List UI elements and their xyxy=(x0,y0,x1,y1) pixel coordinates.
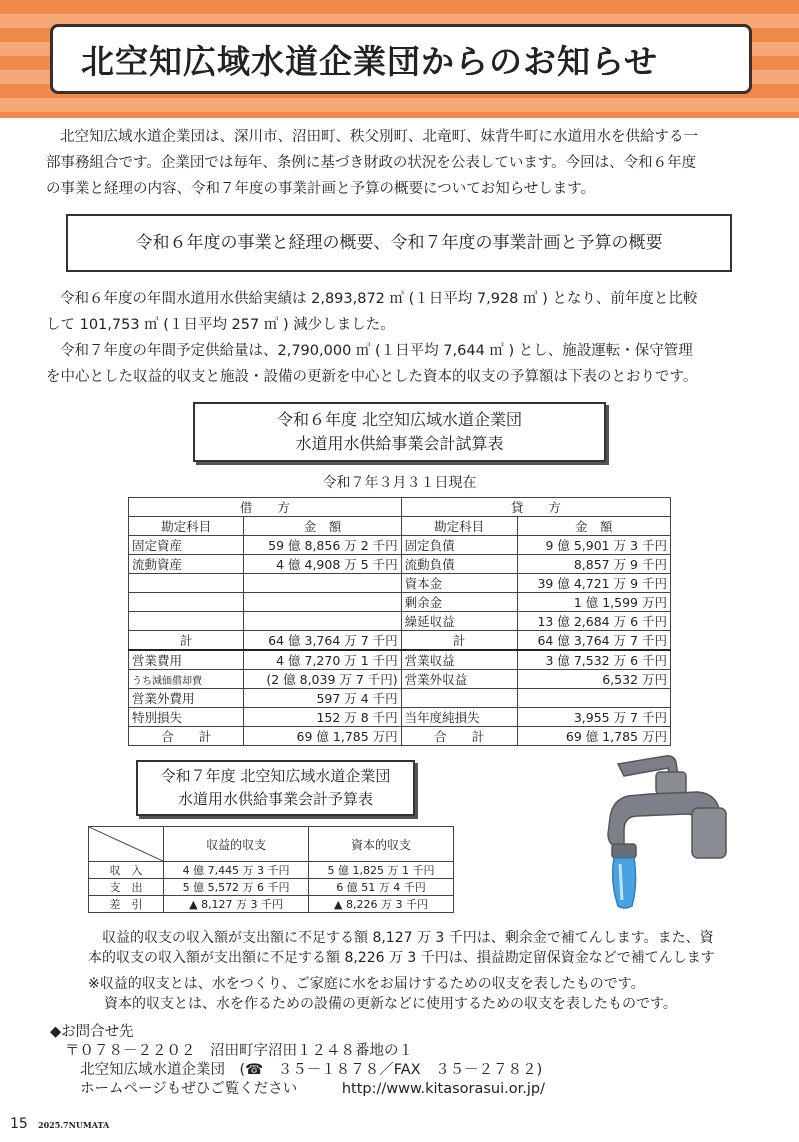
budget-value-cell: ▲ 8,127 万 3 千円 xyxy=(164,896,309,913)
intro-line: の事業と経理の内容、令和７年度の事業計画と予算の概要についてお知らせします。 xyxy=(46,181,596,197)
trial-item-cell xyxy=(129,574,244,593)
trial-amount-cell: 3,955 万 7 千円 xyxy=(517,708,670,727)
intro-line: 北空知広域水道企業団は、深川市、沼田町、秩父別町、北竜町、妹背牛町に水道用水を供給する一 xyxy=(60,129,698,145)
note-paragraph xyxy=(88,928,715,968)
trial-row xyxy=(129,536,671,555)
trial-item-cell: 流動負債 xyxy=(401,555,517,574)
trial-row xyxy=(129,574,671,593)
as-of-date: 令和７年３月３１日現在 xyxy=(322,475,477,491)
diagonal-cell xyxy=(89,827,164,862)
trial-row xyxy=(129,593,671,612)
trial-item-cell: 営業費用 xyxy=(129,650,244,670)
trial-balance-table xyxy=(128,497,671,746)
trial-item-cell: 特別損失 xyxy=(129,708,244,727)
trial-amount-cell: 8,857 万 9 千円 xyxy=(517,555,670,574)
def-line: 資本的収支とは、水を作るための設備の更新などに使用するための収支を表したものです。 xyxy=(104,996,677,1012)
trial-item-cell: 資本金 xyxy=(401,574,517,593)
trial-row xyxy=(129,727,671,746)
trial-amount-cell: 6,532 万円 xyxy=(517,670,670,689)
contact-heading: ◆お問合せ先 xyxy=(50,1024,134,1040)
section-title: 令和６年度の事業と経理の概要、令和７年度の事業計画と予算の概要 xyxy=(135,233,663,253)
col-item: 勘定科目 xyxy=(129,517,244,536)
trial-item-cell: 剰余金 xyxy=(401,593,517,612)
trial-item-cell: 固定負債 xyxy=(401,536,517,555)
budget-row-label: 収 入 xyxy=(89,862,164,879)
page-title: 北空知広域水道企業団からのお知らせ xyxy=(50,24,752,94)
trial-item-cell xyxy=(129,593,244,612)
trial-balance-title-box xyxy=(193,402,606,462)
trial-title-line1: 令和６年度 北空知広域水道企業団 xyxy=(276,410,523,429)
budget-title-line2: 水道用水供給事業会計予算表 xyxy=(177,790,373,808)
trial-amount-cell: 69 億 1,785 万円 xyxy=(244,727,401,746)
trial-amount-cell: 4 億 4,908 万 5 千円 xyxy=(244,555,401,574)
col-item: 勘定科目 xyxy=(401,517,517,536)
trial-amount-cell: 4 億 7,270 万 1 千円 xyxy=(244,650,401,670)
body-line: 令和６年度の年間水道用水供給実績は 2,893,872 ㎥ (１日平均 7,928 ㎥ ) となり、前年度と比較 xyxy=(60,291,698,307)
trial-amount-cell: 39 億 4,721 万 9 千円 xyxy=(517,574,670,593)
budget-title-box xyxy=(136,760,415,816)
budget-row xyxy=(89,896,454,913)
col-amount: 金 額 xyxy=(517,517,670,536)
intro-paragraph xyxy=(46,124,698,202)
contact-address: 〒０７８－２２０２ 沼田町字沼田１２４８番地の１ xyxy=(65,1043,413,1059)
trial-item-cell: 計 xyxy=(401,631,517,651)
trial-amount-cell: 64 億 3,764 万 7 千円 xyxy=(517,631,670,651)
trial-amount-cell xyxy=(244,612,401,631)
note-line: 本的収支の収入額が支出額に不足する額 8,226 万 3 千円は、損益勘定留保資金などで補てんします xyxy=(88,950,715,966)
trial-amount-cell xyxy=(244,574,401,593)
budget-value-cell: 6 億 51 万 4 千円 xyxy=(309,879,454,896)
trial-item-cell: 営業外収益 xyxy=(401,670,517,689)
budget-row-label: 支 出 xyxy=(89,879,164,896)
budget-value-cell: 5 億 1,825 万 1 千円 xyxy=(309,862,454,879)
trial-amount-cell: 1 億 1,599 万円 xyxy=(517,593,670,612)
budget-col-capital: 資本的収支 xyxy=(309,827,454,862)
budget-col-revenue: 収益的収支 xyxy=(164,827,309,862)
credit-header: 貸 方 xyxy=(401,498,670,517)
header-banner xyxy=(0,0,799,118)
trial-item-cell: 営業収益 xyxy=(401,650,517,670)
trial-item-cell xyxy=(401,689,517,708)
trial-amount-cell: 59 億 8,856 万 2 千円 xyxy=(244,536,401,555)
faucet-icon xyxy=(598,752,728,912)
budget-row xyxy=(89,879,454,896)
contact-org: 北空知広域水道企業団 (☎ ３５－１８７８／FAX ３５－２７８２) xyxy=(80,1062,543,1078)
body-line: して 101,753 ㎥ (１日平均 257 ㎥ ) 減少しました。 xyxy=(46,317,395,333)
trial-amount-cell: 13 億 2,684 万 6 千円 xyxy=(517,612,670,631)
trial-amount-cell xyxy=(244,593,401,612)
homepage-label: ホームページもぜひご覧ください xyxy=(80,1081,298,1097)
trial-amount-cell: 64 億 3,764 万 7 千円 xyxy=(244,631,401,651)
trial-row xyxy=(129,612,671,631)
trial-row xyxy=(129,631,671,651)
def-line: ※収益的収支とは、水をつくり、ご家庭に水をお届けするための収支を表したものです。 xyxy=(88,976,645,992)
section-title-box xyxy=(66,214,732,272)
trial-title-line2: 水道用水供給事業会計試算表 xyxy=(295,434,504,453)
budget-value-cell: 5 億 5,572 万 6 千円 xyxy=(164,879,309,896)
page-number: 15 xyxy=(10,1116,28,1132)
body-line: 令和７年度の年間予定供給量は、2,790,000 ㎥ (１日平均 7,644 ㎥ ) とし、施設運転・保守管理 xyxy=(60,343,693,359)
trial-amount-cell: (2 億 8,039 万 7 千円) xyxy=(244,670,401,689)
trial-item-cell: 合 計 xyxy=(129,727,244,746)
trial-amount-cell: 3 億 7,532 万 6 千円 xyxy=(517,650,670,670)
body-line: を中心とした収益的収支と施設・設備の更新を中心とした資本的収支の予算額は下表のとおりです。 xyxy=(46,369,698,385)
budget-row xyxy=(89,862,454,879)
budget-table xyxy=(88,826,454,913)
debit-header: 借 方 xyxy=(129,498,402,517)
budget-row-label: 差 引 xyxy=(89,896,164,913)
trial-item-cell: 流動資産 xyxy=(129,555,244,574)
trial-row xyxy=(129,555,671,574)
note-line: 収益的収支の収入額が支出額に不足する額 8,127 万 3 千円は、剰余金で補てんします。また、資 xyxy=(102,930,714,946)
budget-title-line1: 令和７年度 北空知広域水道企業団 xyxy=(160,767,391,785)
trial-amount-cell xyxy=(517,689,670,708)
trial-item-cell: 計 xyxy=(129,631,244,651)
trial-item-cell: うち減価償却費 xyxy=(129,670,244,689)
trial-item-cell: 営業外費用 xyxy=(129,689,244,708)
trial-amount-cell: 152 万 8 千円 xyxy=(244,708,401,727)
trial-row xyxy=(129,689,671,708)
issue-label: 2025.7NUMATA xyxy=(38,1120,110,1130)
trial-row xyxy=(129,670,671,689)
trial-row xyxy=(129,708,671,727)
homepage-link[interactable]: http://www.kitasorasui.or.jp/ xyxy=(341,1081,545,1097)
intro-line: 部事務組合です。企業団では毎年、条例に基づき財政の状況を公表しています。今回は、令和６年度 xyxy=(46,155,697,171)
trial-amount-cell: 69 億 1,785 万円 xyxy=(517,727,670,746)
trial-item-cell: 合 計 xyxy=(401,727,517,746)
definitions xyxy=(88,974,677,1014)
budget-value-cell: 4 億 7,445 万 3 千円 xyxy=(164,862,309,879)
col-amount: 金 額 xyxy=(244,517,401,536)
trial-item-cell: 当年度純損失 xyxy=(401,708,517,727)
body-paragraph xyxy=(46,286,698,390)
trial-amount-cell: 597 万 4 千円 xyxy=(244,689,401,708)
trial-item-cell: 繰延収益 xyxy=(401,612,517,631)
trial-item-cell: 固定資産 xyxy=(129,536,244,555)
trial-item-cell xyxy=(129,612,244,631)
contact-section xyxy=(50,1023,545,1099)
budget-value-cell: ▲ 8,226 万 3 千円 xyxy=(309,896,454,913)
trial-amount-cell: 9 億 5,901 万 3 千円 xyxy=(517,536,670,555)
trial-row xyxy=(129,650,671,670)
